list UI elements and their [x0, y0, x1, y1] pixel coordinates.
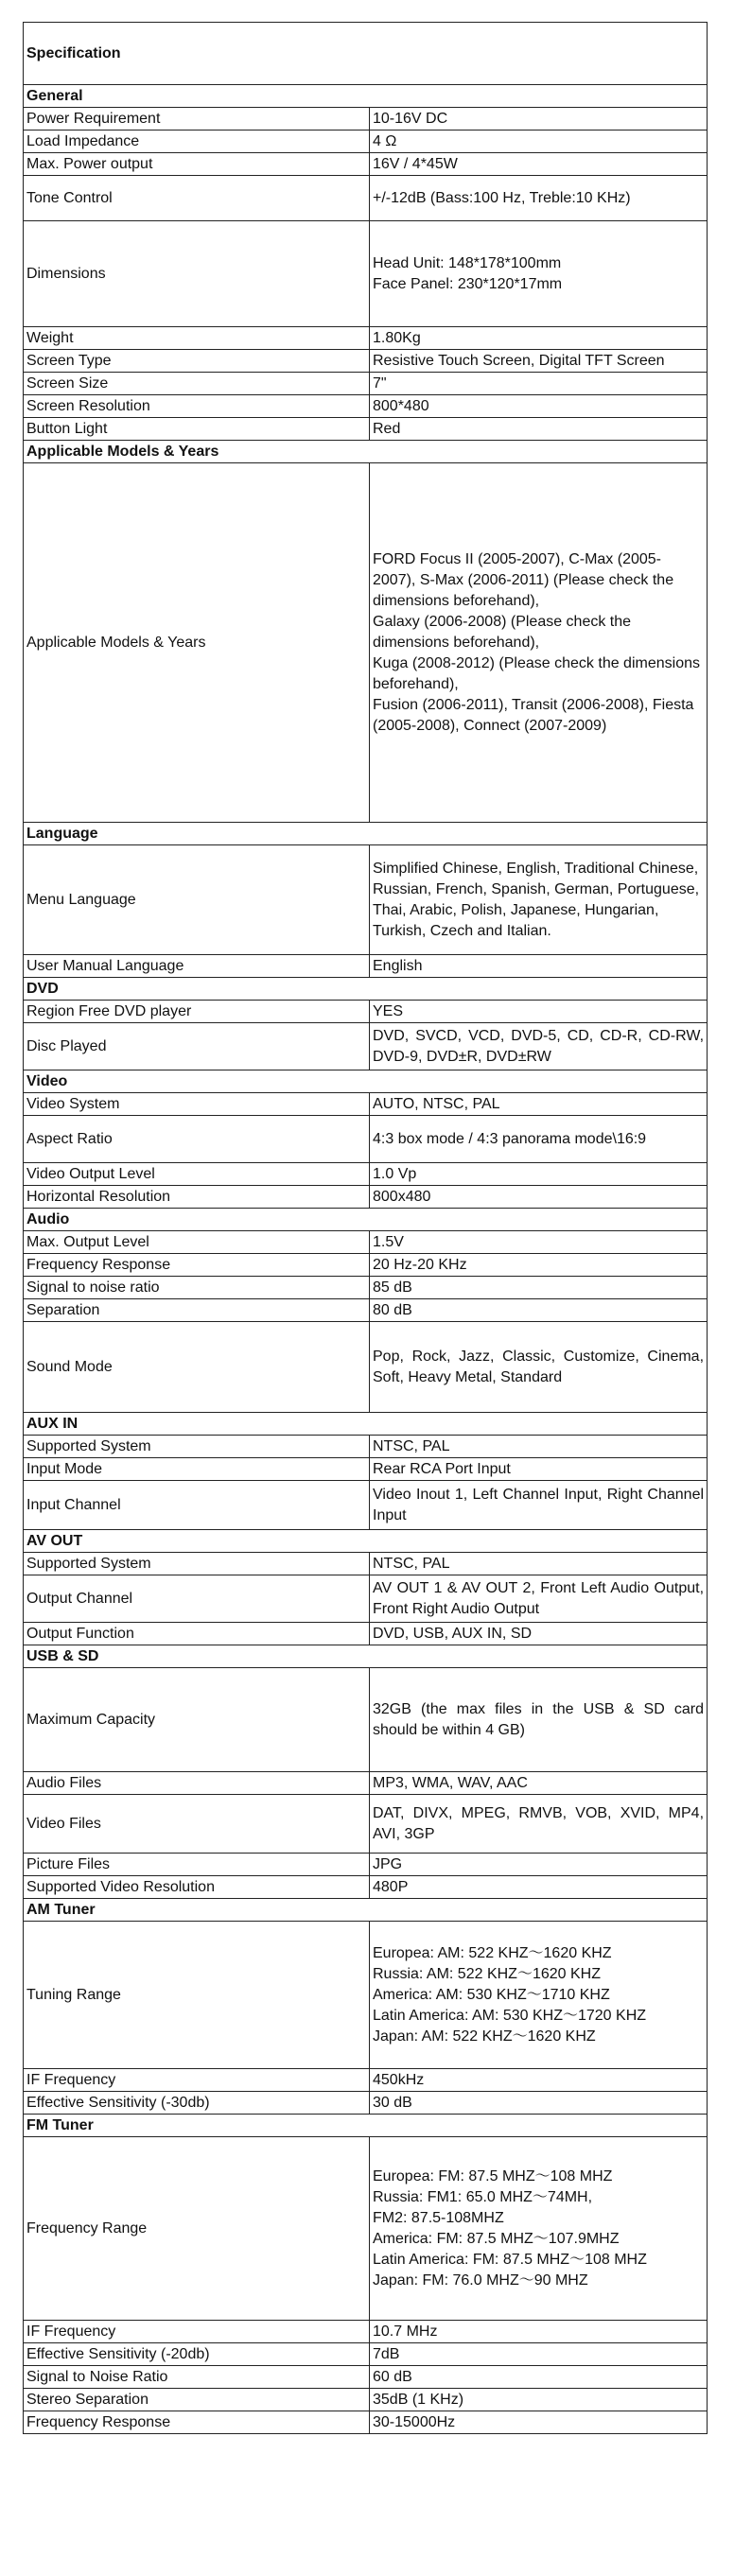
- spec-row-signal-to-noise-ratio: [24, 2366, 708, 2389]
- spec-value: DVD, SVCD, VCD, DVD-5, CD, CD-R, CD-RW, DVD-9, DVD±R, DVD±RW: [370, 1023, 708, 1070]
- section-header-applicable-models-years: [24, 441, 708, 463]
- spec-value: 10.7 MHz: [370, 2321, 708, 2343]
- spec-row-input-mode: [24, 1458, 708, 1481]
- spec-row-dimensions: [24, 221, 708, 327]
- spec-label: Max. Output Level: [24, 1231, 370, 1254]
- spec-label: Output Channel: [24, 1575, 370, 1623]
- spec-label: Weight: [24, 327, 370, 350]
- spec-label: Tuning Range: [24, 1922, 370, 2069]
- spec-value: Europea: FM: 87.5 MHZ～108 MHZ Russia: FM1: 65.0 MHZ～74MH, FM2: 87.5-108MHZ America: FM: 87.5 MHZ～107.9MHZ Latin America: FM: 87.5 MHZ～108 MHZ Japan: FM: 76.0 MHZ～90 MHZ: [370, 2137, 708, 2321]
- spec-row-video-output-level: [24, 1163, 708, 1186]
- spec-label: Effective Sensitivity (-30db): [24, 2092, 370, 2115]
- spec-row-aspect-ratio: [24, 1116, 708, 1163]
- spec-label: Input Mode: [24, 1458, 370, 1481]
- spec-row-output-channel: [24, 1575, 708, 1623]
- section-title: Applicable Models & Years: [24, 441, 708, 463]
- spec-label: Video Output Level: [24, 1163, 370, 1186]
- spec-row-weight: [24, 327, 708, 350]
- spec-label: Supported System: [24, 1553, 370, 1575]
- spec-label: Screen Size: [24, 373, 370, 395]
- spec-label: Horizontal Resolution: [24, 1186, 370, 1209]
- spec-value: 32GB (the max files in the USB & SD card should be within 4 GB): [370, 1668, 708, 1772]
- spec-value: 10-16V DC: [370, 108, 708, 131]
- spec-row-if-frequency: [24, 2069, 708, 2092]
- section-title: USB & SD: [24, 1645, 708, 1668]
- spec-value: Pop, Rock, Jazz, Classic, Customize, Cinema, Soft, Heavy Metal, Standard: [370, 1322, 708, 1413]
- spec-value: Resistive Touch Screen, Digital TFT Screen: [370, 350, 708, 373]
- spec-label: Video Files: [24, 1795, 370, 1854]
- spec-row-supported-system: [24, 1553, 708, 1575]
- spec-row-separation: [24, 1299, 708, 1322]
- spec-row-sound-mode: [24, 1322, 708, 1413]
- spec-value: 800x480: [370, 1186, 708, 1209]
- spec-row-applicable-models-years: [24, 463, 708, 823]
- spec-value: 16V / 4*45W: [370, 153, 708, 176]
- spec-value: 450kHz: [370, 2069, 708, 2092]
- spec-table: [23, 22, 708, 2434]
- spec-row-input-channel: [24, 1481, 708, 1530]
- spec-value: 1.0 Vp: [370, 1163, 708, 1186]
- spec-value: DAT, DIVX, MPEG, RMVB, VOB, XVID, MP4, AVI, 3GP: [370, 1795, 708, 1854]
- spec-row-frequency-response: [24, 2411, 708, 2434]
- spec-value: 7": [370, 373, 708, 395]
- spec-row-disc-played: [24, 1023, 708, 1070]
- spec-value: Rear RCA Port Input: [370, 1458, 708, 1481]
- section-header-audio: [24, 1209, 708, 1231]
- section-title: DVD: [24, 978, 708, 1001]
- spec-row-if-frequency: [24, 2321, 708, 2343]
- spec-label: Output Function: [24, 1623, 370, 1645]
- spec-label: Screen Resolution: [24, 395, 370, 418]
- section-title: General: [24, 85, 708, 108]
- spec-row-supported-video-resolution: [24, 1876, 708, 1899]
- spec-label: Sound Mode: [24, 1322, 370, 1413]
- spec-label: Frequency Range: [24, 2137, 370, 2321]
- spec-row-power-requirement: [24, 108, 708, 131]
- spec-value: Red: [370, 418, 708, 441]
- spec-row-frequency-response: [24, 1254, 708, 1277]
- spec-value: AV OUT 1 & AV OUT 2, Front Left Audio Output, Front Right Audio Output: [370, 1575, 708, 1623]
- spec-label: Dimensions: [24, 221, 370, 327]
- section-header-am-tuner: [24, 1899, 708, 1922]
- spec-label: Load Impedance: [24, 131, 370, 153]
- spec-row-supported-system: [24, 1436, 708, 1458]
- spec-value: FORD Focus II (2005-2007), C-Max (2005-2007), S-Max (2006-2011) (Please check the dimensions beforehand), Galaxy (2006-2008) (Please check the dimensions beforehand), Kuga (2008-2012) (Please check the dimensions beforehand), Fusion (2006-2011), Transit (2006-2008), Fiesta (2005-2008), Connect (2007-2009): [370, 463, 708, 823]
- spec-value: 4 Ω: [370, 131, 708, 153]
- spec-row-screen-resolution: [24, 395, 708, 418]
- spec-row-tone-control: [24, 176, 708, 221]
- spec-label: Max. Power output: [24, 153, 370, 176]
- spec-label: Video System: [24, 1093, 370, 1116]
- section-title: AV OUT: [24, 1530, 708, 1553]
- spec-table-body: [24, 23, 708, 2434]
- section-header-language: [24, 823, 708, 845]
- spec-label: Applicable Models & Years: [24, 463, 370, 823]
- spec-value: +/-12dB (Bass:100 Hz, Treble:10 KHz): [370, 176, 708, 221]
- spec-row-effective-sensitivity-30db: [24, 2092, 708, 2115]
- spec-value: 20 Hz-20 KHz: [370, 1254, 708, 1277]
- section-title: FM Tuner: [24, 2115, 708, 2137]
- spec-value: Europea: AM: 522 KHZ～1620 KHZ Russia: AM: 522 KHZ～1620 KHZ America: AM: 530 KHZ～1710 KHZ Latin America: AM: 530 KHZ～1720 KHZ Japan: AM: 522 KHZ～1620 KHZ: [370, 1922, 708, 2069]
- spec-value: Head Unit: 148*178*100mm Face Panel: 230*120*17mm: [370, 221, 708, 327]
- spec-value: 80 dB: [370, 1299, 708, 1322]
- spec-row-max-output-level: [24, 1231, 708, 1254]
- section-title: AM Tuner: [24, 1899, 708, 1922]
- page-title: Specification: [24, 23, 708, 85]
- spec-label: Supported Video Resolution: [24, 1876, 370, 1899]
- spec-value: YES: [370, 1001, 708, 1023]
- section-header-usb-sd: [24, 1645, 708, 1668]
- section-title: Video: [24, 1070, 708, 1093]
- section-title: Audio: [24, 1209, 708, 1231]
- spec-label: Screen Type: [24, 350, 370, 373]
- spec-label: IF Frequency: [24, 2321, 370, 2343]
- spec-row-stereo-separation: [24, 2389, 708, 2411]
- spec-label: Picture Files: [24, 1854, 370, 1876]
- spec-value: 30-15000Hz: [370, 2411, 708, 2434]
- spec-value: AUTO, NTSC, PAL: [370, 1093, 708, 1116]
- spec-row-frequency-range: [24, 2137, 708, 2321]
- spec-value: 1.5V: [370, 1231, 708, 1254]
- spec-label: Region Free DVD player: [24, 1001, 370, 1023]
- spec-value: 480P: [370, 1876, 708, 1899]
- spec-value: English: [370, 955, 708, 978]
- section-header-dvd: [24, 978, 708, 1001]
- spec-row-max-power-output: [24, 153, 708, 176]
- spec-label: Power Requirement: [24, 108, 370, 131]
- spec-row-screen-size: [24, 373, 708, 395]
- spec-label: Tone Control: [24, 176, 370, 221]
- spec-value: 7dB: [370, 2343, 708, 2366]
- spec-row-audio-files: [24, 1772, 708, 1795]
- spec-value: NTSC, PAL: [370, 1553, 708, 1575]
- spec-label: Menu Language: [24, 845, 370, 955]
- spec-row-region-free-dvd-player: [24, 1001, 708, 1023]
- title-row: [24, 23, 708, 85]
- spec-label: Aspect Ratio: [24, 1116, 370, 1163]
- spec-label: Disc Played: [24, 1023, 370, 1070]
- spec-row-signal-to-noise-ratio: [24, 1277, 708, 1299]
- spec-value: Video Inout 1, Left Channel Input, Right Channel Input: [370, 1481, 708, 1530]
- spec-row-screen-type: [24, 350, 708, 373]
- spec-label: Button Light: [24, 418, 370, 441]
- spec-row-picture-files: [24, 1854, 708, 1876]
- spec-row-maximum-capacity: [24, 1668, 708, 1772]
- spec-value: 30 dB: [370, 2092, 708, 2115]
- section-title: AUX IN: [24, 1413, 708, 1436]
- spec-value: JPG: [370, 1854, 708, 1876]
- spec-label: User Manual Language: [24, 955, 370, 978]
- spec-row-horizontal-resolution: [24, 1186, 708, 1209]
- spec-row-menu-language: [24, 845, 708, 955]
- spec-row-user-manual-language: [24, 955, 708, 978]
- spec-label: IF Frequency: [24, 2069, 370, 2092]
- spec-label: Frequency Response: [24, 1254, 370, 1277]
- section-title: Language: [24, 823, 708, 845]
- spec-row-load-impedance: [24, 131, 708, 153]
- spec-value: MP3, WMA, WAV, AAC: [370, 1772, 708, 1795]
- spec-label: Signal to noise ratio: [24, 1277, 370, 1299]
- spec-label: Audio Files: [24, 1772, 370, 1795]
- spec-label: Signal to Noise Ratio: [24, 2366, 370, 2389]
- section-header-general: [24, 85, 708, 108]
- spec-row-video-system: [24, 1093, 708, 1116]
- spec-row-video-files: [24, 1795, 708, 1854]
- section-header-video: [24, 1070, 708, 1093]
- section-header-av-out: [24, 1530, 708, 1553]
- section-header-fm-tuner: [24, 2115, 708, 2137]
- spec-value: 35dB (1 KHz): [370, 2389, 708, 2411]
- spec-label: Stereo Separation: [24, 2389, 370, 2411]
- spec-label: Separation: [24, 1299, 370, 1322]
- spec-value: 1.80Kg: [370, 327, 708, 350]
- spec-value: NTSC, PAL: [370, 1436, 708, 1458]
- spec-value: 4:3 box mode / 4:3 panorama mode\16:9: [370, 1116, 708, 1163]
- spec-value: Simplified Chinese, English, Traditional Chinese, Russian, French, Spanish, German, Portuguese, Thai, Arabic, Polish, Japanese, Hungarian, Turkish, Czech and Italian.: [370, 845, 708, 955]
- spec-value: 85 dB: [370, 1277, 708, 1299]
- spec-value: 800*480: [370, 395, 708, 418]
- spec-row-effective-sensitivity-20db: [24, 2343, 708, 2366]
- spec-label: Input Channel: [24, 1481, 370, 1530]
- spec-label: Maximum Capacity: [24, 1668, 370, 1772]
- section-header-aux-in: [24, 1413, 708, 1436]
- spec-row-tuning-range: [24, 1922, 708, 2069]
- spec-value: DVD, USB, AUX IN, SD: [370, 1623, 708, 1645]
- spec-row-output-function: [24, 1623, 708, 1645]
- spec-label: Frequency Response: [24, 2411, 370, 2434]
- spec-label: Effective Sensitivity (-20db): [24, 2343, 370, 2366]
- spec-label: Supported System: [24, 1436, 370, 1458]
- spec-row-button-light: [24, 418, 708, 441]
- spec-value: 60 dB: [370, 2366, 708, 2389]
